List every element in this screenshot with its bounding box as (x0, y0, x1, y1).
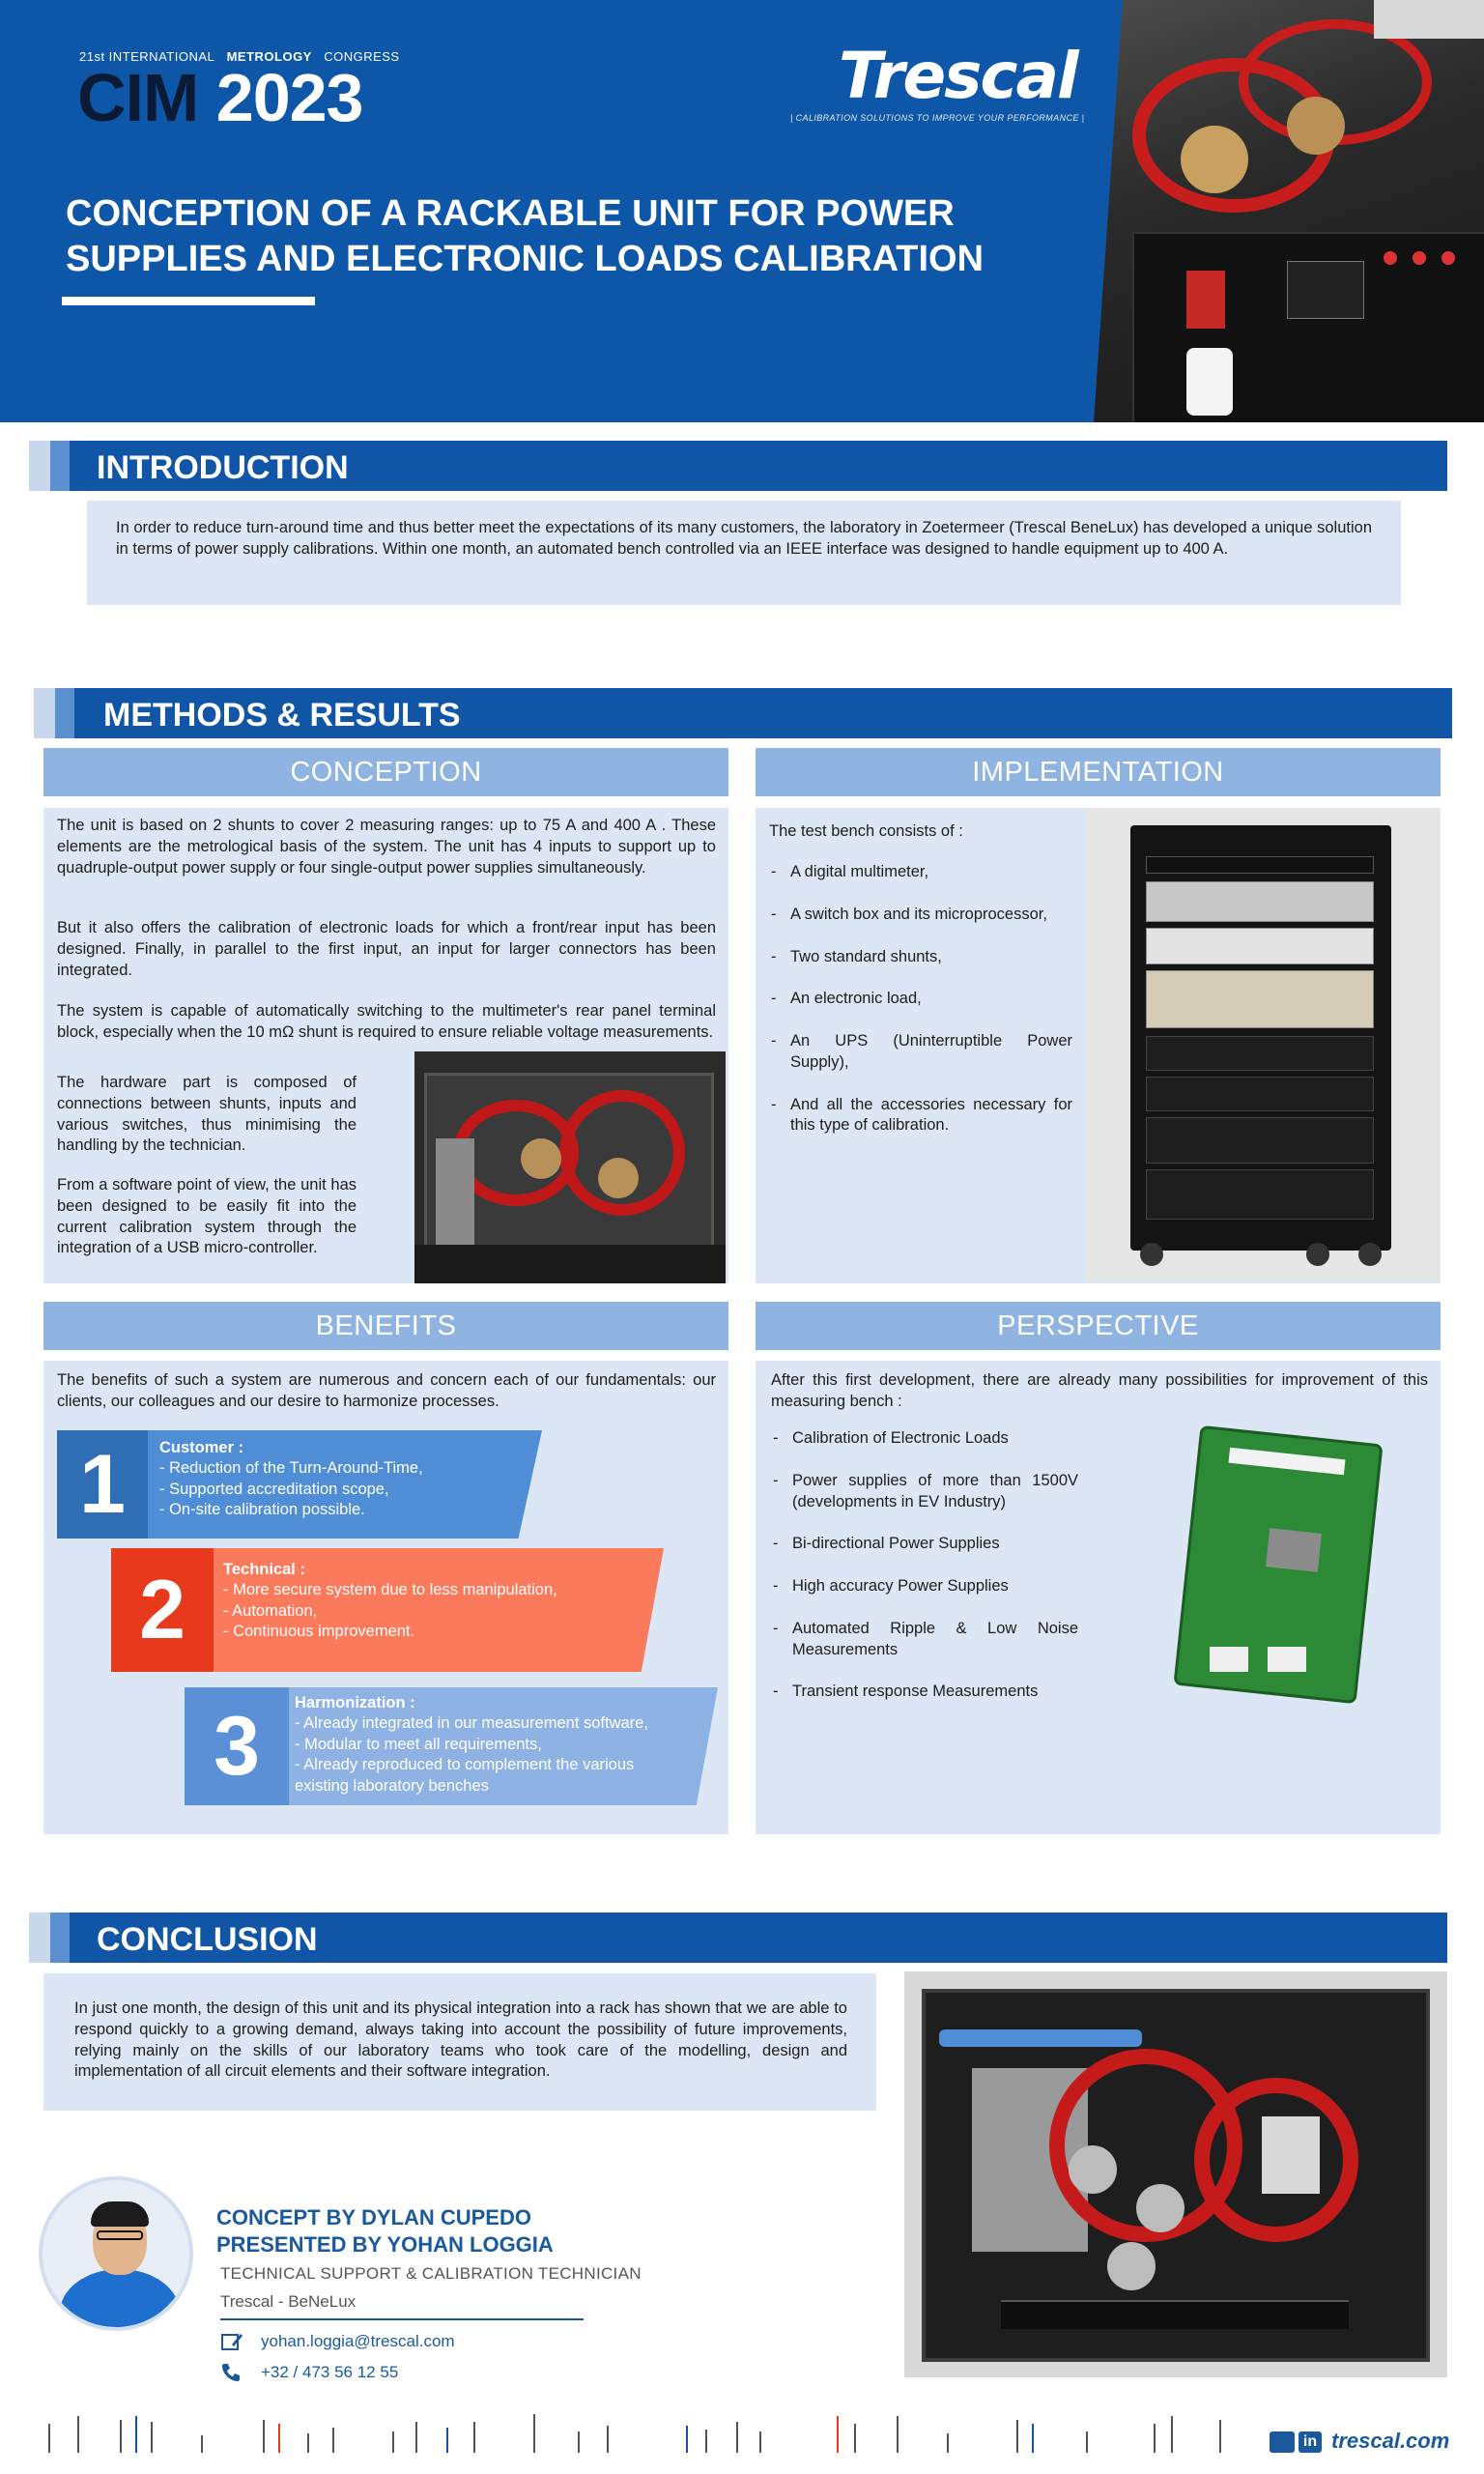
benefits-heading: BENEFITS (43, 1302, 728, 1350)
trescal-logo: Trescal (839, 39, 1077, 113)
benefit-2-number: 2 (111, 1548, 214, 1672)
website-link[interactable]: trescal.com (1331, 2429, 1450, 2453)
conception-p4: The hardware part is composed of connections between shunts, inputs and various switches, thus minimising the handling by the technician. (57, 1074, 357, 1155)
presenter-company: Trescal - BeNeLux (220, 2292, 357, 2311)
presented-by: PRESENTED BY YOHAN LOGGIA (216, 2232, 554, 2258)
introduction-box (87, 501, 1401, 605)
conclusion-photo-wiring (904, 1971, 1447, 2377)
implementation-item: - A digital multimeter, (769, 862, 1072, 883)
perspective-item: - High accuracy Power Supplies (771, 1576, 1078, 1597)
poster-header (0, 0, 1484, 422)
conclusion-header: CONCLUSION (29, 1913, 1447, 1963)
benefits-panel (43, 1361, 728, 1834)
perspective-item: - Transient response Measurements (771, 1682, 1078, 1703)
conception-p2: But it also offers the calibration of electronic loads for which a front/rear input has been designed. Finally, in parallel to the first input, an input for larger connectors has been integrated. (57, 919, 716, 979)
implementation-item: - An UPS (Uninterruptible Power Supply), (769, 1031, 1072, 1074)
perspective-item: - Bi-directional Power Supplies (771, 1534, 1078, 1555)
perspective-item: - Automated Ripple & Low Noise Measurements (771, 1619, 1078, 1661)
cim-logo: CIM 2023 (77, 60, 363, 135)
contact-divider (220, 2318, 584, 2320)
perspective-photo-pcb (1161, 1424, 1393, 1705)
benefits-intro: The benefits of such a system are numerous and concern each of our fundamentals: our clients, our colleagues and our desire to harmonize processes. (57, 1371, 716, 1410)
conception-p3: The system is capable of automatically switching to the multimeter's rear panel terminal block, especially when the 10 mΩ shunt is required to ensure reliable voltage measurements. (57, 1002, 716, 1041)
phone-number: +32 / 473 56 12 55 (261, 2363, 399, 2381)
implementation-item: - Two standard shunts, (769, 947, 1072, 968)
implementation-item: - An electronic load, (769, 989, 1072, 1010)
conclusion-text: In just one month, the design of this unit and its physical integration into a rack has shown that we are able to respond quickly to a growing demand, always taking into account the possibility of future improvements, relying mainly on the skills of our laboratory teams who took care of the modelling, design and implementation of all circuit elements and their software integration. (74, 1999, 847, 2081)
benefit-1-text: Customer : - Reduction of the Turn-Around-Time, - Supported accreditation scope, - On-site calibration possible. (159, 1439, 423, 1519)
conception-p5: From a software point of view, the unit has been designed to be easily fit into the current calibration system through the integration of a USB micro-controller. (57, 1176, 357, 1257)
phone-icon (220, 2362, 243, 2383)
benefit-3-number: 3 (185, 1687, 289, 1805)
implementation-item: - A switch box and its microprocessor, (769, 905, 1072, 926)
header-photo-switchbox (1094, 0, 1484, 422)
implementation-list (769, 862, 1072, 1136)
introduction-header: INTRODUCTION (29, 441, 1447, 491)
email-link[interactable]: yohan.loggia@trescal.com (261, 2332, 455, 2350)
conception-panel (43, 808, 728, 1283)
benefit-3-text: Harmonization : - Already integrated in our measurement software, - Modular to meet all requirements, - Already reproduced to complement the various existing laboratory benches (295, 1694, 648, 1795)
concept-by: CONCEPT BY DYLAN CUPEDO (216, 2205, 531, 2229)
congress-caption: 21st INTERNATIONAL METROLOGY CONGRESS (79, 49, 400, 64)
trescal-tagline: | CALIBRATION SOLUTIONS TO IMPROVE YOUR PERFORMANCE | (790, 113, 1085, 123)
implementation-panel (756, 808, 1441, 1283)
implementation-item: - And all the accessories necessary for this type of calibration. (769, 1095, 1072, 1137)
perspective-intro: After this first development, there are already many possibilities for improvement of this measuring bench : (771, 1371, 1428, 1410)
title-underline (62, 297, 315, 305)
benefit-1-number: 1 (57, 1430, 148, 1539)
introduction-text: In order to reduce turn-around time and thus better meet the expectations of its many customers, the laboratory in Zoetermeer (Trescal BeneLux) has developed a unique solution in terms of power supply calibrations. Within one month, an automated bench controlled via an IEEE interface was designed to handle equipment up to 400 A. (116, 519, 1372, 558)
conclusion-box (43, 1973, 876, 2111)
perspective-heading: PERSPECTIVE (756, 1302, 1441, 1350)
presenter-avatar (39, 2176, 193, 2331)
implementation-heading: IMPLEMENTATION (756, 748, 1441, 796)
methods-header: METHODS & RESULTS (34, 688, 1452, 738)
presenter-names (216, 2204, 554, 2258)
presenter-role: TECHNICAL SUPPORT & CALIBRATION TECHNICIAN (220, 2264, 642, 2283)
linkedin-icon[interactable]: in (1298, 2431, 1322, 2453)
benefit-2-text: Technical : - More secure system due to less manipulation, - Automation, - Continuous improvement. (223, 1561, 557, 1641)
implementation-photo-rack (1086, 808, 1441, 1281)
youtube-icon[interactable] (1270, 2431, 1295, 2453)
perspective-item: - Calibration of Electronic Loads (771, 1428, 1078, 1450)
perspective-panel (756, 1361, 1441, 1834)
conception-p1: The unit is based on 2 shunts to cover 2 measuring ranges: up to 75 A and 400 A . These elements are the metrological basis of the system. The unit has 4 inputs to support up to quadruple-output power supply or four single-output power supplies simultaneously. (57, 817, 716, 877)
poster-title: CONCEPTION OF A RACKABLE UNIT FOR POWER SUPPLIES AND ELECTRONIC LOADS CALIBRATION (66, 193, 985, 280)
email-icon (220, 2331, 243, 2352)
perspective-list (771, 1428, 1078, 1703)
conception-heading: CONCEPTION (43, 748, 728, 796)
conception-photo-open-unit (414, 1051, 726, 1283)
perspective-item: - Power supplies of more than 1500V (developments in EV Industry) (771, 1471, 1078, 1513)
implementation-intro: The test bench consists of : (769, 822, 963, 840)
